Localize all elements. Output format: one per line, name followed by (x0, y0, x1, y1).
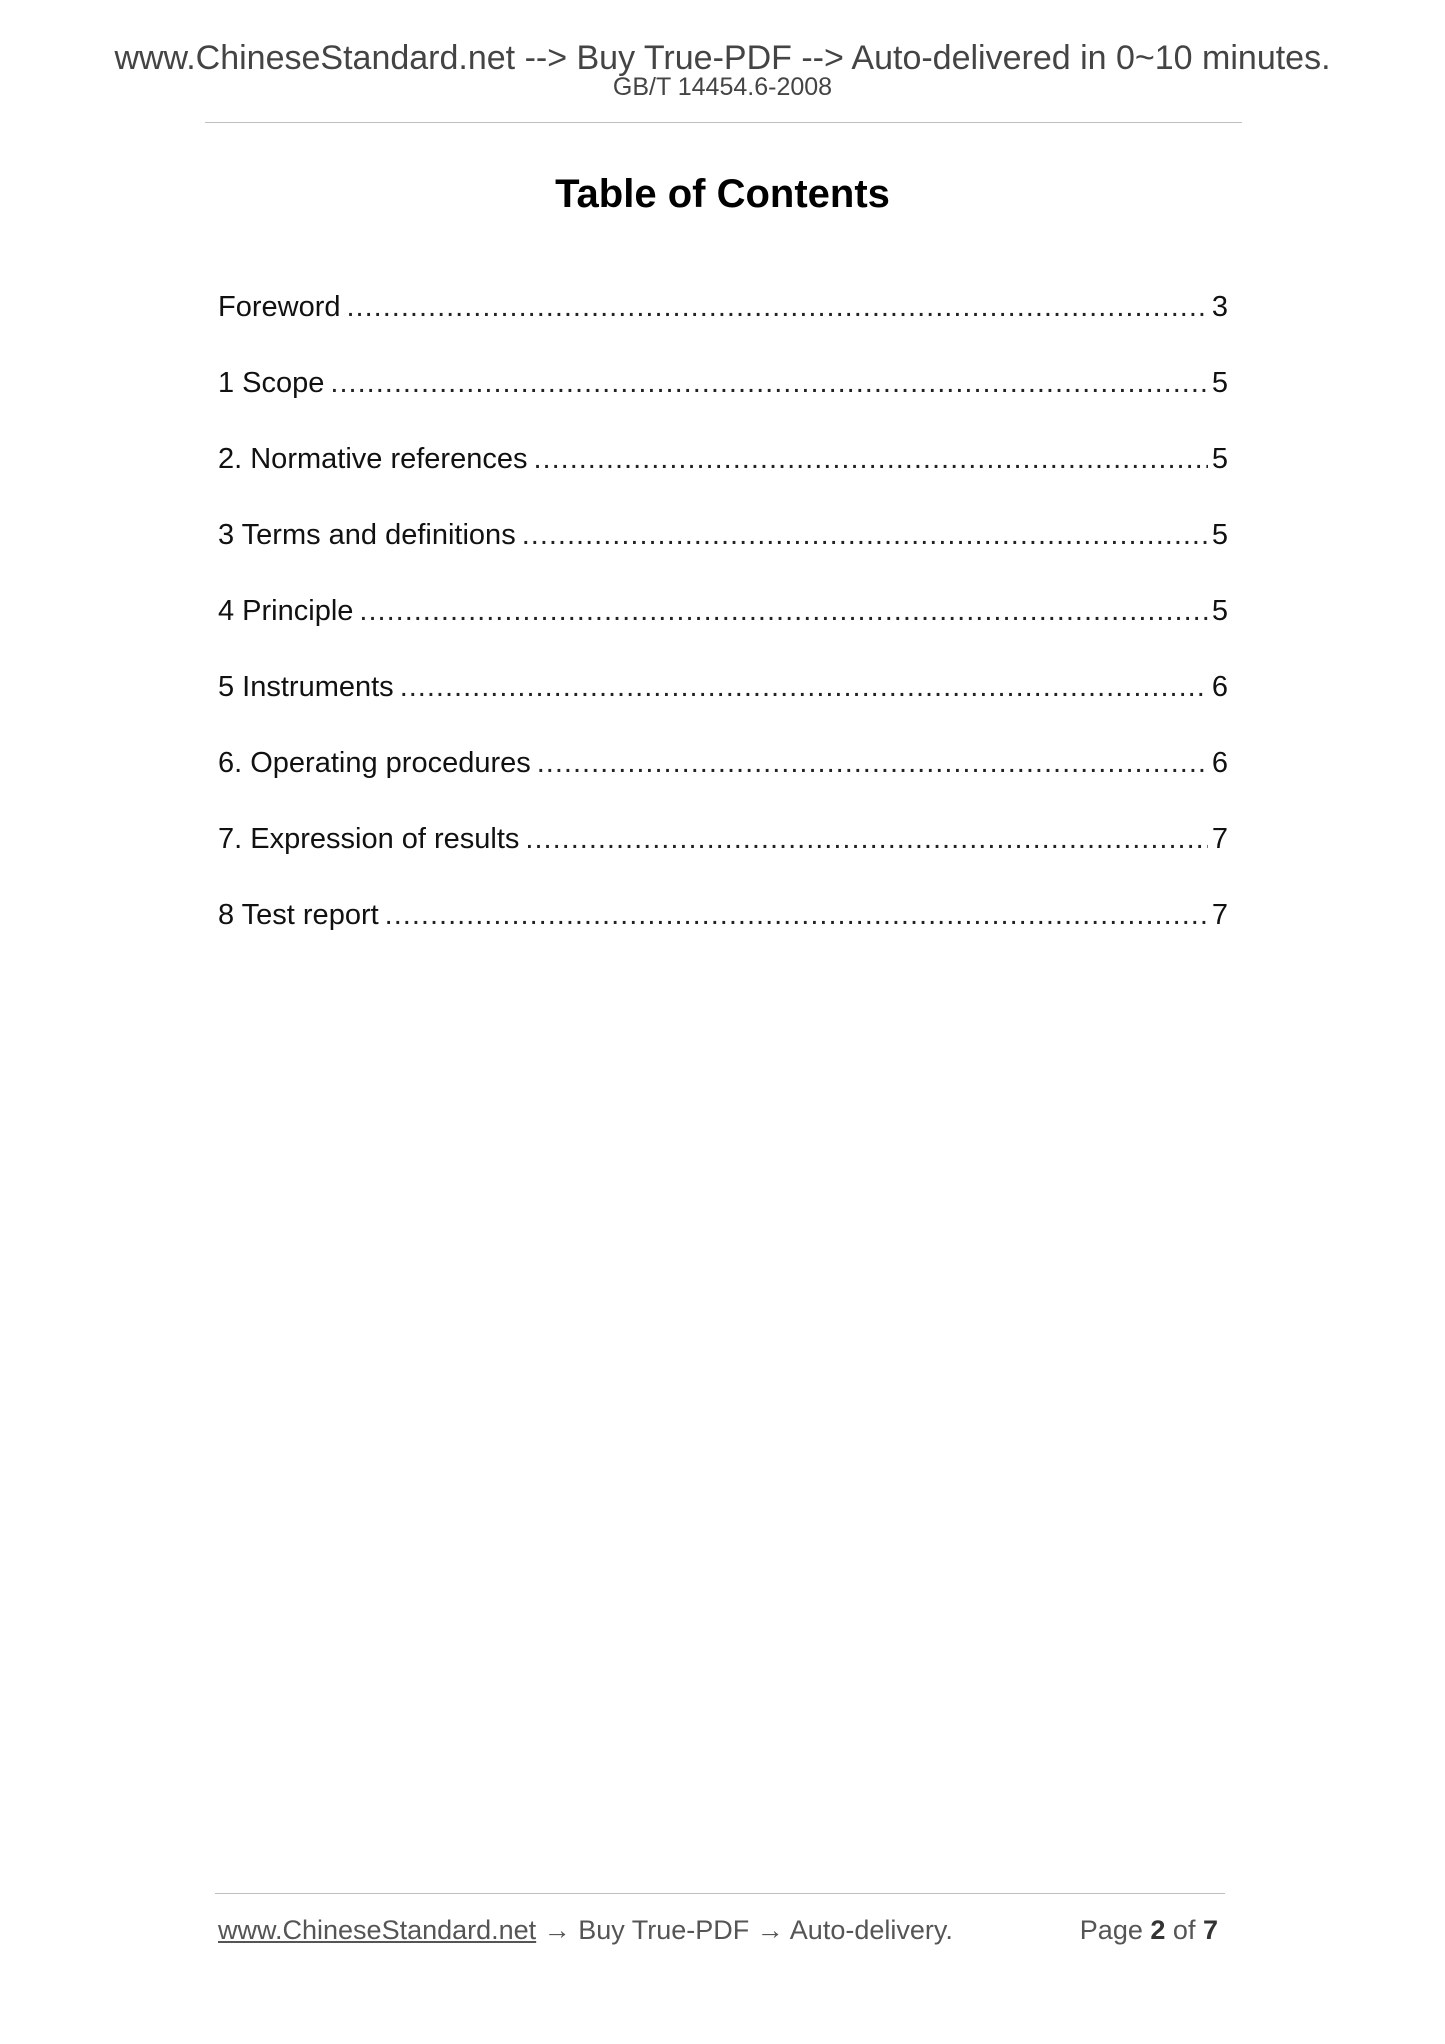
toc-entry-label: 4 Principle (218, 595, 354, 627)
toc-entry-label: 2. Normative references (218, 443, 528, 475)
toc-entry-principle[interactable] (218, 591, 1228, 667)
page-word: Page (1079, 1915, 1143, 1945)
footer-buy-text: Buy True-PDF (578, 1915, 750, 1945)
toc-entry-label: 8 Test report (218, 899, 379, 931)
toc-list (218, 287, 1228, 971)
toc-entry-page: 6 (1211, 747, 1228, 779)
page-footer (218, 1910, 1218, 1950)
footer-delivery-text: Auto-delivery. (789, 1915, 953, 1945)
toc-entry-scope[interactable] (218, 363, 1228, 439)
toc-dot-leader (359, 591, 1207, 631)
toc-entry-expression-of-results[interactable] (218, 819, 1228, 895)
footer-promo (218, 1910, 953, 1950)
toc-entry-page: 5 (1211, 519, 1228, 551)
toc-entry-terms-and-definitions[interactable] (218, 515, 1228, 591)
toc-dot-leader (533, 439, 1207, 479)
toc-entry-page: 7 (1211, 899, 1228, 931)
document-code: GB/T 14454.6-2008 (612, 73, 833, 101)
total-pages-number: 7 (1202, 1915, 1218, 1945)
toc-dot-leader (347, 287, 1208, 327)
toc-entry-instruments[interactable] (218, 667, 1228, 743)
footer-site-link[interactable]: www.ChineseStandard.net (218, 1915, 537, 1945)
toc-entry-label: 6. Operating procedures (218, 747, 531, 779)
arrow-right-icon: → (543, 1915, 571, 1945)
toc-entry-label: Foreword (218, 291, 341, 323)
toc-entry-label: 1 Scope (218, 367, 325, 399)
toc-entry-page: 3 (1211, 291, 1228, 323)
toc-title: Table of Contents (555, 172, 890, 216)
toc-dot-leader (522, 515, 1208, 555)
toc-dot-leader (400, 667, 1208, 707)
arrow-right-icon: → (756, 1915, 784, 1945)
toc-entry-label: 7. Expression of results (218, 823, 520, 855)
toc-dot-leader (385, 895, 1208, 935)
toc-entry-label: 5 Instruments (218, 671, 394, 703)
toc-entry-label: 3 Terms and definitions (218, 519, 516, 551)
toc-entry-page: 5 (1211, 443, 1228, 475)
of-word: of (1172, 1915, 1196, 1945)
toc-entry-page: 7 (1211, 823, 1228, 855)
toc-entry-foreword[interactable] (218, 287, 1228, 363)
header-divider (205, 122, 1242, 123)
toc-entry-normative-references[interactable] (218, 439, 1228, 515)
toc-dot-leader (330, 363, 1207, 403)
current-page-number: 2 (1150, 1915, 1166, 1945)
site-banner: www.ChineseStandard.net --> Buy True-PDF --> Auto-delivered in 0~10 minutes. (114, 39, 1331, 77)
toc-dot-leader (537, 743, 1208, 783)
toc-entry-page: 5 (1211, 367, 1228, 399)
page-counter (1080, 1910, 1218, 1950)
footer-divider (215, 1893, 1225, 1894)
toc-entry-page: 5 (1211, 595, 1228, 627)
toc-entry-operating-procedures[interactable] (218, 743, 1228, 819)
toc-dot-leader (525, 819, 1207, 859)
toc-entry-page: 6 (1211, 671, 1228, 703)
toc-entry-test-report[interactable] (218, 895, 1228, 971)
